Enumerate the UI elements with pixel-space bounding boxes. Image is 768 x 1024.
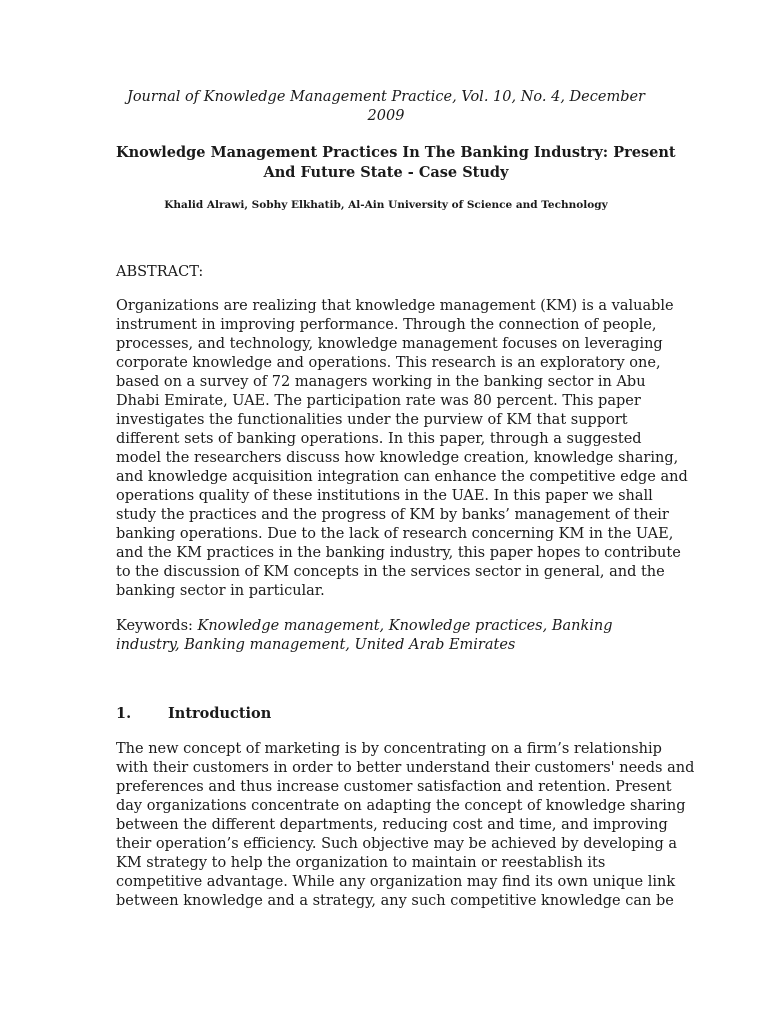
introduction-line: day organizations concentrate on adapting the concept of knowledge sharing [116,798,686,814]
abstract-line: processes, and technology, knowledge management focuses on leveraging [116,336,663,352]
keywords-line [116,617,656,636]
keywords-list: Knowledge management, Knowledge practices, Banking [197,618,613,634]
abstract-line: to the discussion of KM concepts in the services sector in general, and the [116,564,665,580]
paper-authors: Khalid Alrawi, Sobhy Elkhatib, Al-Ain University of Science and Technology [164,199,608,211]
journal-citation-line: Journal of Knowledge Management Practice, Vol. 10, No. 4, December [127,89,645,105]
abstract-line: study the practices and the progress of KM by banks’ management of their [116,507,669,523]
introduction-line: The new concept of marketing is by concentrating on a firm’s relationship [116,741,662,757]
paper-title [116,143,676,183]
abstract-line: banking sector in particular. [116,583,325,599]
keywords [116,617,656,655]
introduction-body [116,740,695,911]
abstract-line: Organizations are realizing that knowledge management (KM) is a valuable [116,298,674,314]
journal-citation-line: 2009 [367,108,405,124]
introduction-line: between knowledge and a strategy, any such competitive knowledge can be [116,893,674,909]
abstract-line: instrument in improving performance. Through the connection of people, [116,317,657,333]
section-number: 1. [116,705,132,722]
section-title: Introduction [168,705,272,722]
abstract-line: operations quality of these institutions in the UAE. In this paper we shall [116,488,653,504]
journal-citation [116,88,656,126]
abstract-line: Dhabi Emirate, UAE. The participation rate was 80 percent. This paper [116,393,641,409]
section-heading-introduction [116,704,271,723]
abstract-heading: ABSTRACT: [116,264,204,280]
abstract-line: and the KM practices in the banking industry, this paper hopes to contribute [116,545,681,561]
abstract-line: model the researchers discuss how knowledge creation, knowledge sharing, [116,450,679,466]
keywords-list: industry, Banking management, United Arab Emirates [116,637,516,653]
introduction-line: KM strategy to help the organization to maintain or reestablish its [116,855,606,871]
introduction-line: with their customers in order to better understand their customers' needs and [116,760,695,776]
abstract-line: banking operations. Due to the lack of research concerning KM in the UAE, [116,526,674,542]
paper-title-line: And Future State - Case Study [263,164,509,181]
keywords-label: Keywords: [116,618,198,634]
abstract-line: and knowledge acquisition integration can enhance the competitive edge and [116,469,688,485]
abstract-line: different sets of banking operations. In this paper, through a suggested [116,431,642,447]
introduction-line: their operation’s efficiency. Such objective may be achieved by developing a [116,836,678,852]
paper-title-line: Knowledge Management Practices In The Banking Industry: Present [116,144,676,161]
abstract-line: based on a survey of 72 managers working in the banking sector in Abu [116,374,646,390]
abstract-body [116,297,688,601]
abstract-line: investigates the functionalities under the purview of KM that support [116,412,628,428]
abstract-line: corporate knowledge and operations. This research is an exploratory one, [116,355,661,371]
introduction-line: competitive advantage. While any organization may find its own unique link [116,874,676,890]
introduction-line: preferences and thus increase customer satisfaction and retention. Present [116,779,672,795]
introduction-line: between the different departments, reducing cost and time, and improving [116,817,668,833]
